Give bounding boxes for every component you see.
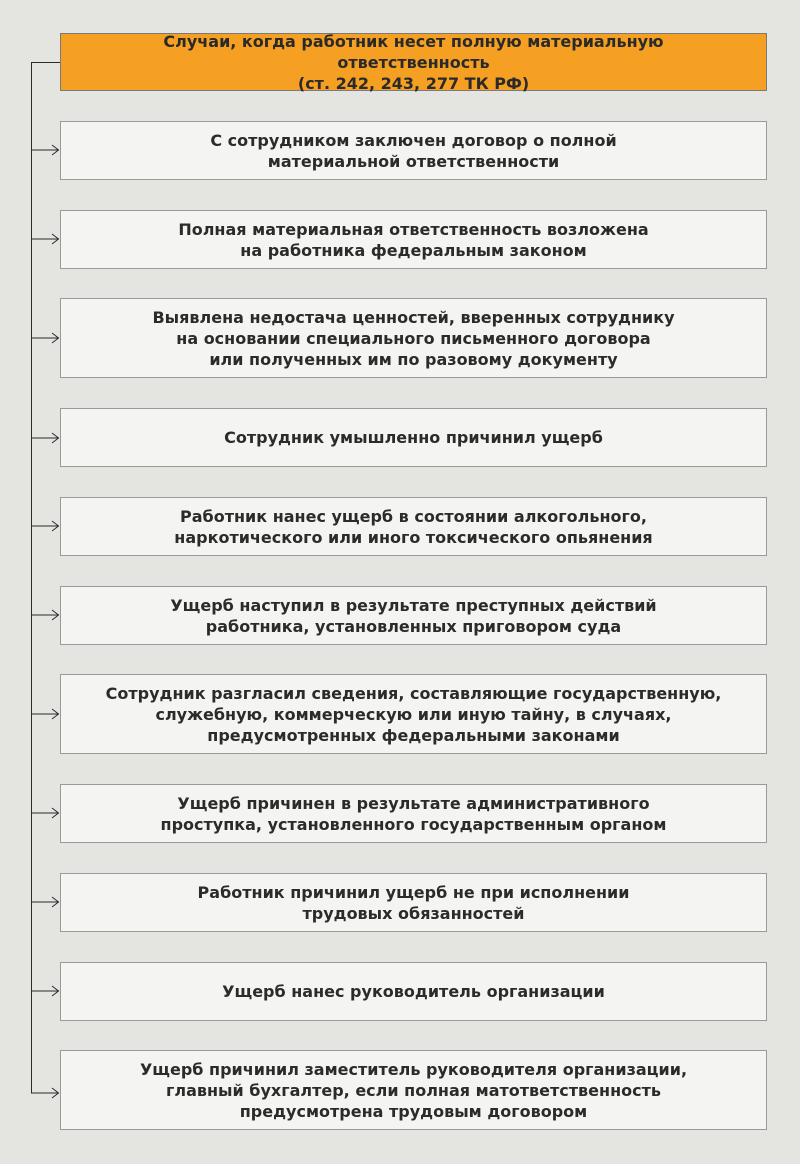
case-text-2: Полная материальная ответственность возложена на работника федеральным законом bbox=[178, 219, 649, 260]
case-box-4 bbox=[60, 408, 767, 467]
arrow-icon bbox=[31, 707, 60, 721]
case-text-4: Сотрудник умышленно причинил ущерб bbox=[224, 428, 603, 447]
header-title: Случаи, когда работник несет полную материальную ответственность (ст. 242, 243, 277 ТК РФ) bbox=[163, 31, 664, 93]
case-box-5 bbox=[60, 497, 767, 556]
arrow-icon bbox=[31, 431, 60, 445]
arrow-icon bbox=[31, 331, 60, 345]
header-connector bbox=[31, 62, 60, 63]
case-box-7 bbox=[60, 674, 767, 754]
arrow-icon bbox=[31, 519, 60, 533]
case-box-2 bbox=[60, 210, 767, 269]
case-text-7: Сотрудник разгласил сведения, составляющие государственную, служебную, коммерческую или иную тайну, в случаях, предусмотренных федеральными законами bbox=[105, 683, 722, 745]
case-box-8 bbox=[60, 784, 767, 843]
arrow-icon bbox=[31, 1086, 60, 1100]
case-text-8: Ущерб причинен в результате административного проступка, установленного государственным органом bbox=[160, 793, 667, 834]
arrow-icon bbox=[31, 984, 60, 998]
case-box-1 bbox=[60, 121, 767, 180]
case-text-9: Работник причинил ущерб не при исполнении трудовых обязанностей bbox=[197, 882, 630, 923]
case-text-11: Ущерб причинил заместитель руководителя организации, главный бухгалтер, если полная матответственность предусмотрена трудовым договором bbox=[139, 1059, 688, 1121]
case-text-3: Выявлена недостача ценностей, вверенных сотруднику на основании специального письменного договора или полученных им по разовому документу bbox=[152, 307, 675, 369]
arrow-icon bbox=[31, 608, 60, 622]
arrow-icon bbox=[31, 143, 60, 157]
case-text-5: Работник нанес ущерб в состоянии алкогольного, наркотического или иного токсического опьянения bbox=[174, 506, 653, 547]
case-text-1: С сотрудником заключен договор о полной материальной ответственности bbox=[210, 130, 617, 171]
case-text-6: Ущерб наступил в результате преступных действий работника, установленных приговором суда bbox=[170, 595, 657, 636]
case-box-11 bbox=[60, 1050, 767, 1130]
arrow-icon bbox=[31, 232, 60, 246]
case-box-10 bbox=[60, 962, 767, 1021]
arrow-icon bbox=[31, 806, 60, 820]
case-box-3 bbox=[60, 298, 767, 378]
case-box-6 bbox=[60, 586, 767, 645]
arrow-icon bbox=[31, 895, 60, 909]
case-text-10: Ущерб нанес руководитель организации bbox=[222, 982, 605, 1001]
case-box-9 bbox=[60, 873, 767, 932]
header-box bbox=[60, 33, 767, 91]
connector-spine bbox=[31, 62, 32, 1093]
